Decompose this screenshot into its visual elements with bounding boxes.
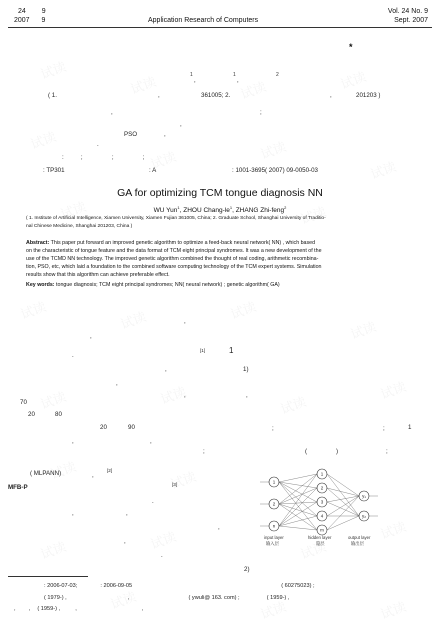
keywords-text: tongue diagnosis; TCM eight principal syndromes; NN( neural network) ; genetic algorithm( GA) xyxy=(56,282,280,288)
input-hidden-edge xyxy=(279,488,317,504)
hidden-node-label: 1 xyxy=(320,471,324,477)
output-layer-label: output layer xyxy=(348,535,371,540)
author-mark-2: 1 xyxy=(233,72,236,78)
body-section-1: 1 xyxy=(229,346,234,355)
body-section-1b: 1 xyxy=(408,424,412,431)
body-punct-j: , xyxy=(92,472,94,479)
watermark-text xyxy=(238,76,269,103)
body-punct-l: , xyxy=(72,510,74,517)
keywords-line xyxy=(26,282,280,288)
author-2: , ZHOU Chang-le xyxy=(179,207,230,215)
body-punct-p: . xyxy=(161,552,163,559)
input-hidden-edge xyxy=(279,474,317,482)
header-year-month-left xyxy=(14,17,45,25)
author-sep-2: , xyxy=(237,78,239,84)
affil-comma: , xyxy=(158,92,160,99)
hidden-output-edge xyxy=(327,474,359,496)
cn-abs-punct-1: , xyxy=(111,109,113,116)
header-date-right: Sept. 2007 xyxy=(394,17,428,24)
watermark-text xyxy=(348,316,379,343)
input-layer-label-cn: 输入层 xyxy=(266,541,279,546)
body-punct-m: , xyxy=(126,510,128,517)
cn-abs-punct-2: ; xyxy=(260,109,262,116)
author-mark-3: 2 xyxy=(276,72,279,78)
body-section-1-paren: 1) xyxy=(243,366,249,373)
watermark-text xyxy=(338,66,369,93)
abstract-line-4: tion, PSO, etc, which laid a foundation to the combined software computing technology of the TCM expert systems. Simulation xyxy=(26,264,322,270)
doc-code: : A xyxy=(149,167,157,174)
footnote-line-2: ( 1979-) , , ( ywuli@ 163. com) ; ( 1959-) , xyxy=(44,595,290,601)
input-hidden-edge xyxy=(279,526,317,530)
affil-comma-2: , xyxy=(330,92,332,99)
abstract-label: Abstract: xyxy=(26,240,50,246)
input-hidden-edge xyxy=(279,502,317,526)
cn-kw-punct: : ; ; ; xyxy=(62,154,145,161)
author-3: , ZHANG Zhi-feng xyxy=(232,207,285,215)
body-punct-h: , xyxy=(72,438,74,445)
footnote-rule xyxy=(8,576,88,577)
input-hidden-edge xyxy=(279,504,317,530)
header-rule xyxy=(8,27,432,28)
vol-left: 24 xyxy=(18,8,26,15)
watermark-text xyxy=(168,466,199,493)
cn-abs-punct-4: , xyxy=(164,131,166,138)
hidden-output-edge xyxy=(327,474,359,516)
input-hidden-edge xyxy=(279,488,317,526)
body-punct-i: , xyxy=(150,438,152,445)
author-mark-1: 1 xyxy=(190,72,193,78)
watermark-text xyxy=(18,296,49,323)
body-ref-3: [3] xyxy=(172,482,178,487)
hidden-layer-label: hidden layer xyxy=(308,535,332,540)
body-num-80: 80 xyxy=(55,411,62,418)
author1-years: ( 1979-) , xyxy=(44,595,67,601)
body-semi-4: ; xyxy=(203,448,205,455)
watermark-text xyxy=(38,536,69,563)
watermark-text xyxy=(38,386,69,413)
author2-years: ( 1959-) , xyxy=(266,595,290,601)
abstract-text-1: This paper put forward an improved genetic algorithm to optimize a feed-back neural network( NN) , which based xyxy=(50,240,316,246)
watermark-text xyxy=(278,391,309,418)
body-num-20: 20 xyxy=(28,411,35,418)
affil-cn-code-1: 361005; 2. xyxy=(201,92,231,99)
header-vol-right: Vol. 24 No. 9 xyxy=(387,8,428,15)
body-paren-open: ( xyxy=(305,448,308,455)
body-semi-3: ; xyxy=(386,448,388,455)
body-section-2: 2) xyxy=(244,566,250,573)
output-node-label: y₂ xyxy=(362,513,366,519)
author-email: ( ywuli@ 163. com) ; xyxy=(188,595,240,601)
hidden-node-label: 4 xyxy=(320,513,324,519)
body-punct-n: , xyxy=(218,524,220,531)
input-hidden-edge xyxy=(279,474,317,526)
body-punct-b: , xyxy=(90,333,92,340)
body-num-70: 70 xyxy=(20,399,27,406)
article-number: : 1001-3695( 2007) 09-0050-03 xyxy=(232,167,319,174)
body-semi-1: ; xyxy=(272,425,274,432)
english-title: GA for optimizing TCM tongue diagnosis NN xyxy=(117,187,323,199)
body-punct-f: , xyxy=(184,392,186,399)
author-1: WU Yun xyxy=(153,207,178,215)
body-punct-k: . xyxy=(152,498,154,505)
input-hidden-edge xyxy=(279,516,317,526)
body-ref-2: [2] xyxy=(107,468,113,473)
watermark-text xyxy=(258,136,289,163)
footnote-line-1 xyxy=(44,583,315,589)
fund-number: ( 60275023) ; xyxy=(281,583,315,589)
issue-left: 9 xyxy=(41,8,46,15)
hidden-output-edge xyxy=(327,516,359,530)
watermark-text xyxy=(228,296,259,323)
watermark-text xyxy=(128,71,159,98)
body-punct-a: , xyxy=(184,318,186,325)
nn-figure xyxy=(258,468,380,560)
watermark-text xyxy=(378,516,409,543)
cn-abs-punct-3: , xyxy=(180,121,182,128)
english-affiliation-2: nal Chinese Medicine, Shanghai 201203, China ) xyxy=(26,224,133,229)
body-punct-d: , xyxy=(165,366,167,373)
output-layer-label-cn: 输出层 xyxy=(351,541,364,546)
body-semi-2: ; xyxy=(383,425,385,432)
author3-years: ( 1959-) , xyxy=(37,606,61,612)
month-left: 9 xyxy=(41,17,46,24)
body-punct-c: . xyxy=(72,352,74,359)
hidden-node-label: 3 xyxy=(320,499,324,505)
hidden-node-label: 2 xyxy=(320,485,324,491)
body-mfbp: MFB-P xyxy=(8,484,28,491)
watermark-text xyxy=(148,526,179,553)
hidden-layer-label-cn: 隐层 xyxy=(316,541,325,546)
output-node-label: y₁ xyxy=(362,493,366,499)
watermark-text xyxy=(28,126,59,153)
input-hidden-edge xyxy=(279,502,317,504)
cn-abs-pso: PSO xyxy=(124,131,138,138)
body-punct-e: , xyxy=(116,380,118,387)
watermark-text xyxy=(378,596,409,623)
watermark-text xyxy=(38,56,69,83)
author-sep-1: , xyxy=(194,78,196,84)
abstract-line-3: use of the TCMD NN technology. The improved genetic algorithm combined the thought of real coding, arithmetic recombina- xyxy=(26,256,319,262)
revised-date: : 2006-09-05 xyxy=(100,583,133,589)
watermark-text xyxy=(118,306,149,333)
affil-cn-code-2: 201203 ) xyxy=(356,92,381,99)
affil-cn-num: ( 1. xyxy=(48,92,57,99)
english-affiliation-1: ( 1. Institute of Artificial Intelligence, Xiamen University, Xiamen Fujian 361005, China; 2. Graduate School, Shanghai University of Traditio- xyxy=(26,216,326,221)
input-layer-label: input layer xyxy=(264,535,284,540)
body-mlpann: ( MLPANN) xyxy=(30,470,62,477)
body-ref-1: [1] xyxy=(200,348,206,353)
abstract-line-1 xyxy=(26,240,315,246)
body-punct-o: , xyxy=(124,538,126,545)
clc-number: : TP301 xyxy=(43,167,65,174)
title-star: * xyxy=(349,42,353,52)
keywords-label: Key words: xyxy=(26,282,55,288)
body-punct-g: , xyxy=(246,392,248,399)
received-date: : 2006-07-03; xyxy=(44,583,78,589)
abstract-line-5: results show that this algorithm can achieve preferable effect. xyxy=(26,272,170,278)
hidden-output-edge xyxy=(327,488,359,516)
header-vol-issue-left xyxy=(18,8,46,16)
input-node-label: 2 xyxy=(272,501,276,507)
abstract-line-2: on the characteristic of tongue feature and the data format of TCM eight principal syndromes. It was a new development of the xyxy=(26,248,322,254)
hidden-node-label: m xyxy=(320,527,324,533)
input-node-label: n xyxy=(272,523,276,529)
watermark-text xyxy=(378,376,409,403)
cn-abs-punct-5: . xyxy=(97,141,99,148)
footnote-line-3: , , ( 1959-) , , , xyxy=(14,606,144,612)
watermark-text xyxy=(368,156,399,183)
body-num-90: 90 xyxy=(128,424,135,431)
year-left: 2007 xyxy=(14,17,30,24)
journal-name: Application Research of Computers xyxy=(148,17,259,24)
body-num-20b: 20 xyxy=(100,424,107,431)
hidden-output-edge xyxy=(327,502,359,516)
input-node-label: 1 xyxy=(272,479,276,485)
body-paren-close: ) xyxy=(336,448,339,455)
english-authors: WU Yun$^1$, ZHOU Chang-$le^1$, ZHANG Zhi-feng$^2$ xyxy=(153,205,287,215)
